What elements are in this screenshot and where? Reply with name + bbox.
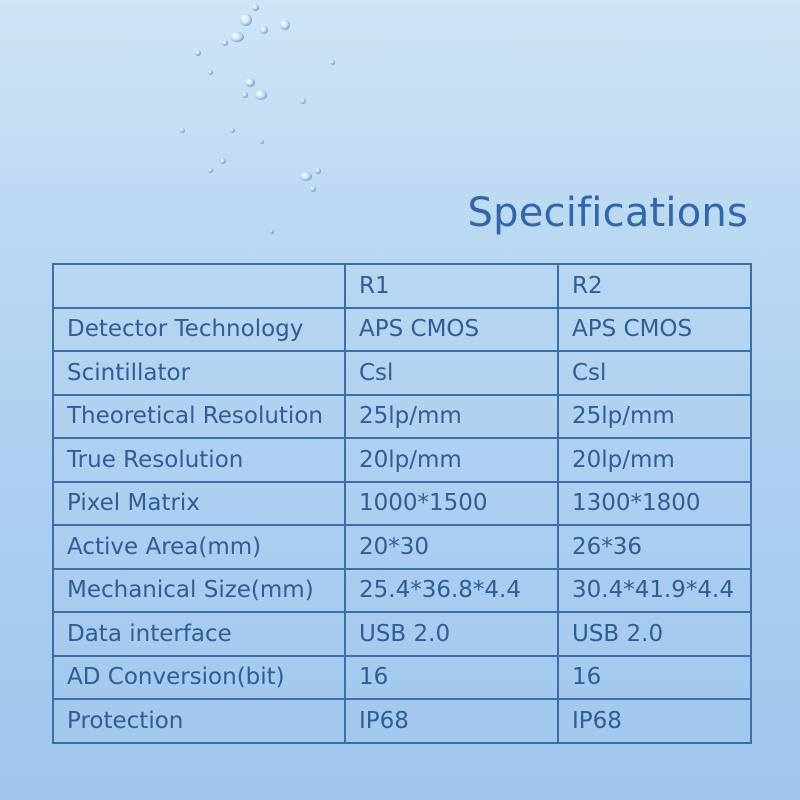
row-value-r1: 20lp/mm [345,438,558,482]
row-label: Theoretical Resolution [53,395,345,439]
table-row [53,482,751,526]
row-value-r1: 16 [345,656,558,700]
specifications-table [52,263,752,744]
row-value-r1: Csl [345,351,558,395]
page-title: Specifications [467,190,748,236]
table-row [53,351,751,395]
row-value-r2: APS CMOS [558,308,751,352]
row-label: Pixel Matrix [53,482,345,526]
row-value-r2: 1300*1800 [558,482,751,526]
row-value-r2: Csl [558,351,751,395]
table-row [53,656,751,700]
header-cell-r1: R1 [345,264,558,308]
bubbles-decoration [160,0,340,240]
row-label: True Resolution [53,438,345,482]
table-header-row [53,264,751,308]
row-label: Protection [53,699,345,743]
table-row [53,308,751,352]
table-row [53,525,751,569]
header-cell-empty [53,264,345,308]
table-row [53,699,751,743]
table-row [53,569,751,613]
row-value-r1: IP68 [345,699,558,743]
row-value-r2: 16 [558,656,751,700]
row-value-r2: IP68 [558,699,751,743]
row-value-r1: 1000*1500 [345,482,558,526]
table-row [53,612,751,656]
row-label: Detector Technology [53,308,345,352]
row-label: AD Conversion(bit) [53,656,345,700]
row-value-r1: APS CMOS [345,308,558,352]
table-row [53,395,751,439]
header-cell-r2: R2 [558,264,751,308]
row-label: Data interface [53,612,345,656]
row-value-r2: 26*36 [558,525,751,569]
row-value-r1: 25.4*36.8*4.4 [345,569,558,613]
row-value-r2: 25lp/mm [558,395,751,439]
row-value-r1: USB 2.0 [345,612,558,656]
row-value-r1: 25lp/mm [345,395,558,439]
row-label: Scintillator [53,351,345,395]
row-value-r1: 20*30 [345,525,558,569]
table-row [53,438,751,482]
row-value-r2: USB 2.0 [558,612,751,656]
row-label: Active Area(mm) [53,525,345,569]
row-label: Mechanical Size(mm) [53,569,345,613]
row-value-r2: 30.4*41.9*4.4 [558,569,751,613]
row-value-r2: 20lp/mm [558,438,751,482]
